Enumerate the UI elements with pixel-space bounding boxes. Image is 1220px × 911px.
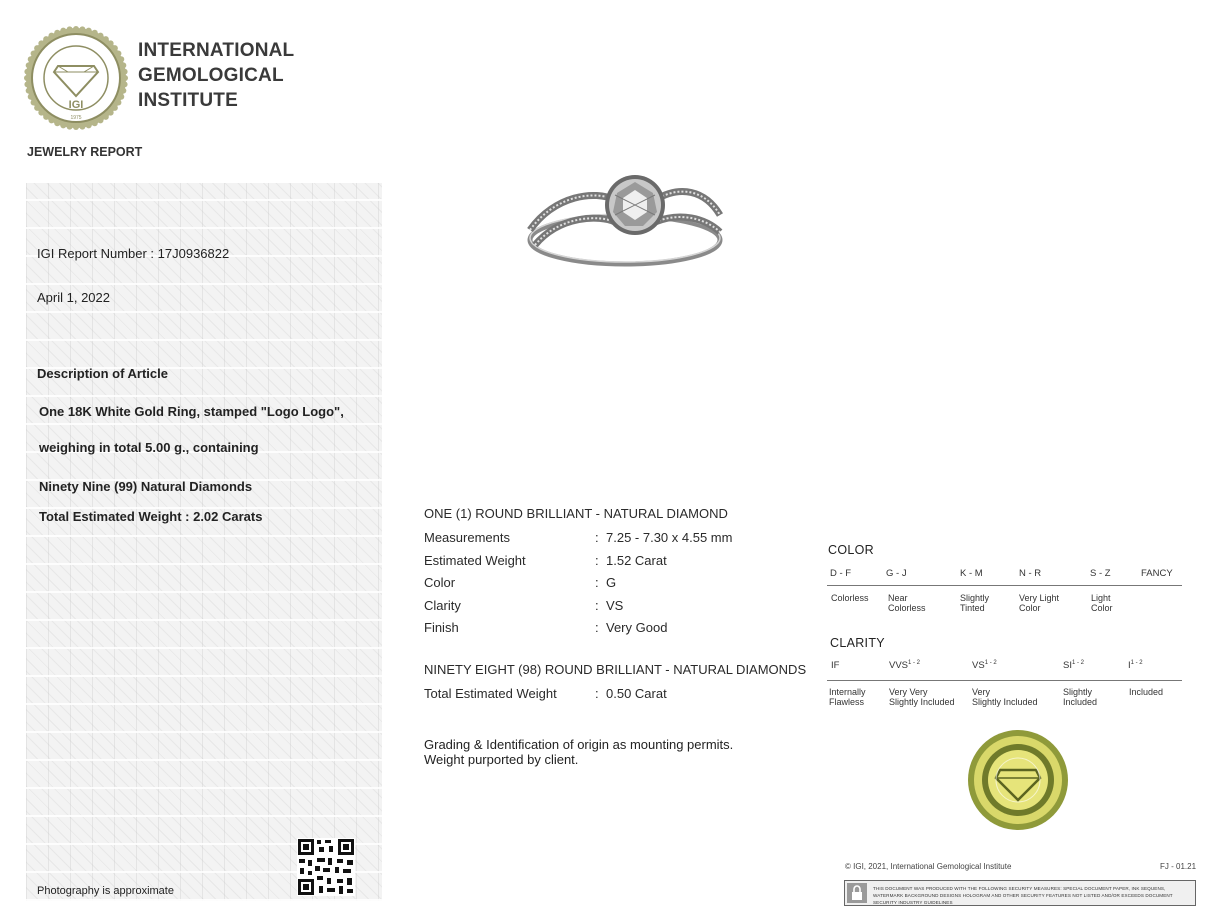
clarity-grade-vs: VS$^{1 - 2}$ [972, 660, 997, 672]
color-grade-sz: S - Z [1090, 568, 1111, 579]
color-desc-near-colorless: Near Colorless [888, 593, 926, 613]
report-number: IGI Report Number : 17J0936822 [37, 246, 230, 261]
clarity-desc-vs: Very Slightly Included [972, 687, 1038, 707]
color-value: G [606, 575, 617, 590]
photography-note: Photography is approximate [37, 885, 174, 897]
report-date: April 1, 2022 [37, 290, 110, 305]
report-type-title: JEWELRY REPORT [27, 145, 143, 159]
clarity-value: VS [606, 598, 624, 613]
clarity-grade-si: SI$^{1 - 2}$ [1063, 660, 1084, 672]
separator: : [595, 620, 599, 635]
lock-icon [847, 883, 867, 903]
copyright-text: © IGI, 2021, International Gemological Institute [845, 862, 1012, 871]
color-grade-nr: N - R [1019, 568, 1042, 579]
weight-value: 1.52 Carat [606, 553, 667, 568]
seal-monogram: IGI [68, 99, 84, 111]
igi-seal-logo [24, 26, 128, 130]
separator: : [595, 530, 599, 545]
color-desc-colorless: Colorless [831, 593, 869, 603]
org-name-line-1: INTERNATIONAL [138, 40, 295, 61]
clarity-grade-i: $I^{1 - 2}$ [1128, 660, 1143, 672]
measurements-label: Measurements [424, 530, 510, 545]
separator: : [595, 686, 599, 701]
separator: : [595, 575, 599, 590]
org-name-line-3: INSTITUTE [138, 90, 238, 111]
grading-note [424, 737, 804, 767]
description-line-2: weighing in total 5.00 g., containing [39, 440, 259, 455]
separator: : [595, 598, 599, 613]
color-grade-df: D - F [830, 568, 852, 579]
clarity-desc-if: Internally Flawless [829, 687, 866, 707]
form-code: FJ - 01.21 [1160, 862, 1197, 871]
finish-label: Finish [424, 620, 459, 635]
clarity-grade-if: IF [831, 660, 840, 671]
color-grade-fancy: FANCY [1141, 568, 1173, 579]
description-line-1: One 18K White Gold Ring, stamped "Logo Logo", [39, 404, 344, 419]
grading-note-line-2: Weight purported by client. [424, 752, 579, 767]
seal-year: 1975 [70, 115, 82, 121]
color-grade-km: K - M [960, 568, 983, 579]
clarity-label: Clarity [424, 598, 461, 613]
color-desc-very-light: Very Light Color [1019, 593, 1060, 613]
description-heading: Description of Article [37, 366, 168, 381]
weight-label: Estimated Weight [424, 553, 526, 568]
color-grade-gj: G - J [886, 568, 907, 579]
security-text: THIS DOCUMENT WAS PRODUCED WITH THE FOLLOWING SECURITY MEASURES: SPECIAL DOCUMENT PAPER, INK SEQUENS, WATERMARK BACKGROUND DESIGNS HOLOGRAM AND OTHER SECURITY FEATURES NOT LISTED AND/OR EXCEEDS DOCUMENT SECURITY INDUSTRY GUIDELINES [873, 886, 1173, 905]
separator: : [595, 553, 599, 568]
center-stone-heading: ONE (1) ROUND BRILLIANT - NATURAL DIAMOND [424, 506, 728, 521]
clarity-desc-i: Included [1129, 687, 1164, 697]
org-name-line-2: GEMOLOGICAL [138, 65, 284, 86]
clarity-desc-vvs: Very Very Slightly Included [889, 687, 955, 707]
clarity-desc-si: Slightly Included [1063, 687, 1098, 707]
measurements-value: 7.25 - 7.30 x 4.55 mm [606, 530, 733, 545]
description-line-3: Ninety Nine (99) Natural Diamonds [39, 479, 253, 494]
total-weight-value: 0.50 Carat [606, 686, 667, 701]
finish-value: Very Good [606, 620, 668, 635]
security-features-strip [844, 880, 1196, 906]
clarity-scale-title: CLARITY [830, 636, 885, 650]
hologram-seal [966, 728, 1070, 832]
description-line-4: Total Estimated Weight : 2.02 Carats [39, 509, 263, 524]
total-weight-label: Total Estimated Weight [424, 686, 557, 701]
color-desc-slightly-tinted: Slightly Tinted [960, 593, 990, 613]
color-desc-light: Light Color [1091, 593, 1113, 613]
clarity-grade-vvs: VVS$^{1 - 2}$ [889, 660, 921, 672]
clarity-scale-rule [827, 680, 1182, 681]
grading-note-line-1: Grading & Identification of origin as mounting permits. [424, 737, 734, 752]
color-scale-rule [827, 585, 1182, 586]
ring-photo [515, 160, 735, 275]
side-stones-heading: NINETY EIGHT (98) ROUND BRILLIANT - NATURAL DIAMONDS [424, 662, 807, 677]
color-scale-title: COLOR [828, 543, 874, 557]
color-label: Color [424, 575, 456, 590]
qr-code[interactable] [297, 838, 355, 896]
